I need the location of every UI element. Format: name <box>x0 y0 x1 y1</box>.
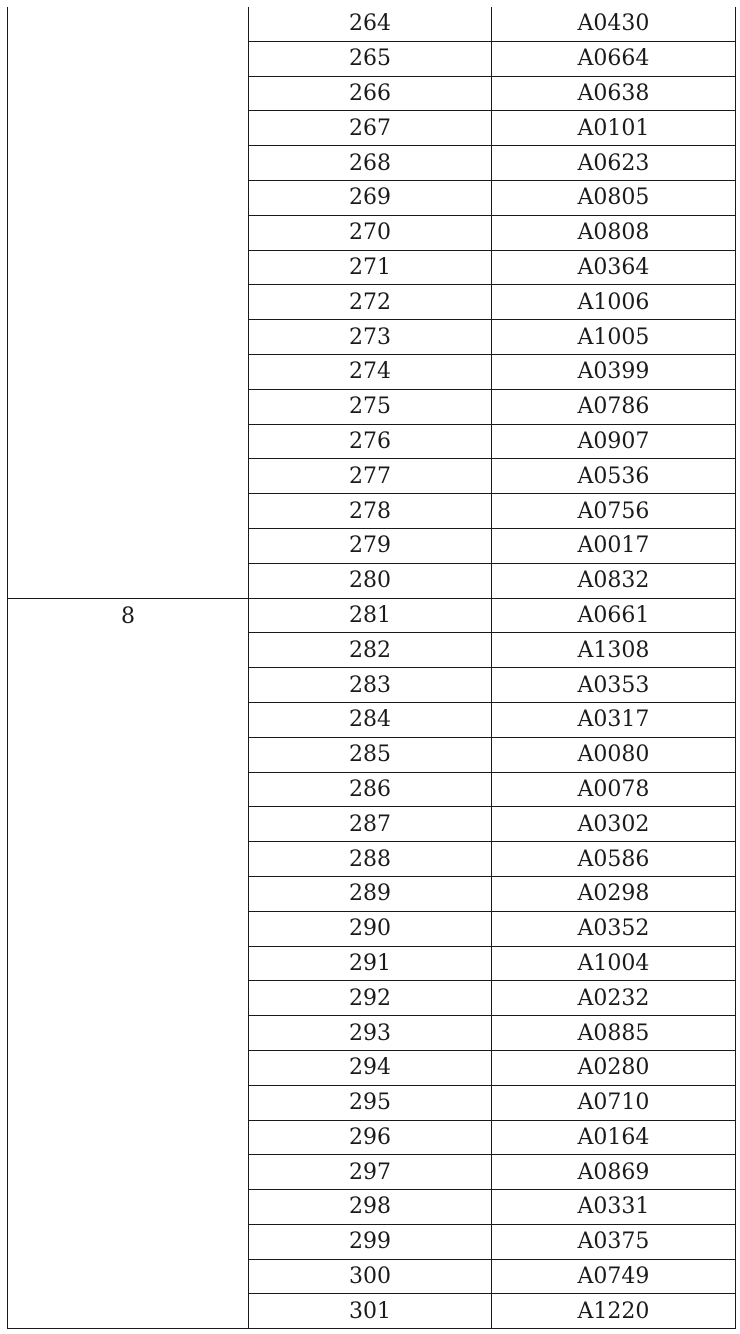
serial-number-cell: 272 <box>249 285 492 320</box>
code-cell: A0832 <box>492 563 736 598</box>
serial-number-cell: 282 <box>249 633 492 668</box>
code-cell: A0280 <box>492 1050 736 1085</box>
code-cell: A0664 <box>492 41 736 76</box>
serial-number-cell: 273 <box>249 320 492 355</box>
data-table <box>7 7 736 1329</box>
serial-number-cell: 295 <box>249 1085 492 1120</box>
code-cell: A0101 <box>492 111 736 146</box>
code-cell: A0078 <box>492 772 736 807</box>
code-cell: A0710 <box>492 1085 736 1120</box>
code-cell: A1005 <box>492 320 736 355</box>
code-cell: A0164 <box>492 1120 736 1155</box>
code-cell: A0907 <box>492 424 736 459</box>
serial-number-cell: 280 <box>249 563 492 598</box>
code-cell: A0623 <box>492 146 736 181</box>
code-cell: A0885 <box>492 1016 736 1051</box>
serial-number-cell: 291 <box>249 946 492 981</box>
serial-number-cell: 274 <box>249 354 492 389</box>
code-cell: A0375 <box>492 1224 736 1259</box>
serial-number-cell: 279 <box>249 528 492 563</box>
serial-number-cell: 285 <box>249 737 492 772</box>
serial-number-cell: 281 <box>249 598 492 633</box>
code-cell: A0302 <box>492 807 736 842</box>
code-cell: A0352 <box>492 911 736 946</box>
serial-number-cell: 297 <box>249 1155 492 1190</box>
code-cell: A0786 <box>492 389 736 424</box>
serial-number-cell: 271 <box>249 250 492 285</box>
code-cell: A0430 <box>492 7 736 41</box>
serial-number-cell: 270 <box>249 215 492 250</box>
code-cell: A0808 <box>492 215 736 250</box>
serial-number-cell: 292 <box>249 981 492 1016</box>
serial-number-cell: 298 <box>249 1190 492 1225</box>
code-cell: A0638 <box>492 76 736 111</box>
code-cell: A0399 <box>492 354 736 389</box>
code-cell: A0661 <box>492 598 736 633</box>
code-cell: A1006 <box>492 285 736 320</box>
serial-number-cell: 284 <box>249 702 492 737</box>
serial-number-cell: 300 <box>249 1259 492 1294</box>
serial-number-cell: 264 <box>249 7 492 41</box>
code-cell: A1220 <box>492 1294 736 1329</box>
table-row <box>8 598 736 633</box>
serial-number-cell: 278 <box>249 494 492 529</box>
code-cell: A0586 <box>492 842 736 877</box>
group-cell <box>8 7 249 598</box>
code-cell: A0331 <box>492 1190 736 1225</box>
serial-number-cell: 277 <box>249 459 492 494</box>
serial-number-cell: 268 <box>249 146 492 181</box>
serial-number-cell: 283 <box>249 668 492 703</box>
serial-number-cell: 269 <box>249 180 492 215</box>
serial-number-cell: 267 <box>249 111 492 146</box>
table-row <box>8 7 736 41</box>
serial-number-cell: 266 <box>249 76 492 111</box>
serial-number-cell: 286 <box>249 772 492 807</box>
serial-number-cell: 294 <box>249 1050 492 1085</box>
serial-number-cell: 276 <box>249 424 492 459</box>
code-cell: A0869 <box>492 1155 736 1190</box>
code-cell: A1308 <box>492 633 736 668</box>
code-cell: A0805 <box>492 180 736 215</box>
code-cell: A0317 <box>492 702 736 737</box>
serial-number-cell: 290 <box>249 911 492 946</box>
code-cell: A0232 <box>492 981 736 1016</box>
serial-number-cell: 288 <box>249 842 492 877</box>
serial-number-cell: 301 <box>249 1294 492 1329</box>
code-cell: A0364 <box>492 250 736 285</box>
serial-number-cell: 293 <box>249 1016 492 1051</box>
serial-number-cell: 265 <box>249 41 492 76</box>
serial-number-cell: 287 <box>249 807 492 842</box>
serial-number-cell: 299 <box>249 1224 492 1259</box>
code-cell: A0080 <box>492 737 736 772</box>
table-body <box>8 7 736 1329</box>
serial-number-cell: 289 <box>249 876 492 911</box>
code-cell: A0298 <box>492 876 736 911</box>
code-cell: A1004 <box>492 946 736 981</box>
group-cell: 8 <box>8 598 249 1329</box>
code-cell: A0536 <box>492 459 736 494</box>
code-cell: A0749 <box>492 1259 736 1294</box>
code-cell: A0353 <box>492 668 736 703</box>
serial-number-cell: 296 <box>249 1120 492 1155</box>
serial-number-cell: 275 <box>249 389 492 424</box>
code-cell: A0756 <box>492 494 736 529</box>
code-cell: A0017 <box>492 528 736 563</box>
